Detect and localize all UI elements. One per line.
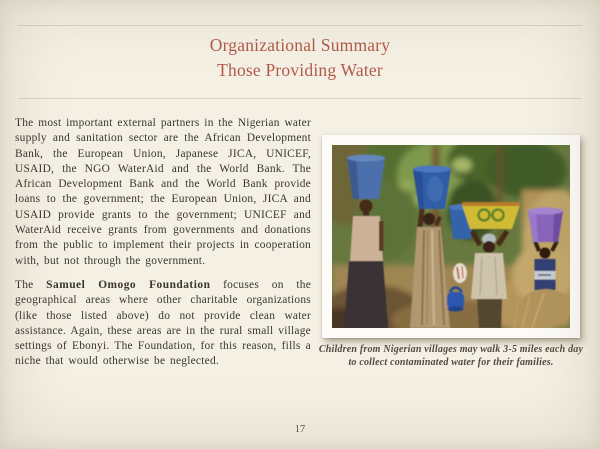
- body-text-column: [15, 116, 311, 370]
- page-number: 17: [294, 424, 306, 435]
- foundation-name-bold: Samuel Omogo Foundation: [46, 278, 211, 291]
- photo-caption: Children from Nigerian villages may walk 3-5 miles each day to collect contaminated water for their families.: [318, 344, 584, 368]
- title-line-1: Organizational Summary: [209, 35, 391, 55]
- paragraph-foundation-prefix: The: [15, 278, 47, 291]
- paragraph-foundation: [15, 278, 311, 370]
- top-divider: [18, 25, 582, 26]
- paragraph-foundation-rest: focuses on the geographical areas where other charitable organizations (like those listed above) do not provide clean water assistance. Again, these areas are in the rural small village settings of Ebonyi. The Foundation, for this reason, fills a niche that would otherwise be neglected.: [15, 278, 312, 368]
- photo-frame: [322, 135, 580, 338]
- title-line-2: Those Providing Water: [217, 59, 383, 80]
- slide-title: [0, 33, 600, 82]
- children-carrying-water-photo: [332, 145, 570, 328]
- paragraph-partners: The most important external partners in the Nigerian water supply and sanitation sector are the African Development Bank, the European Union, Japanese JICA, UNICEF, USAID, the NGO WaterAid and the World Bank. The African Development Bank and the World Bank provide loans to the government; the European Union, JICA and USAID provide grants to the government; UNICEF and WaterAid receive grants from governments and donations from the public to implement their projects in cooperation with, but not through the government.: [15, 117, 311, 267]
- title-divider: [18, 98, 582, 99]
